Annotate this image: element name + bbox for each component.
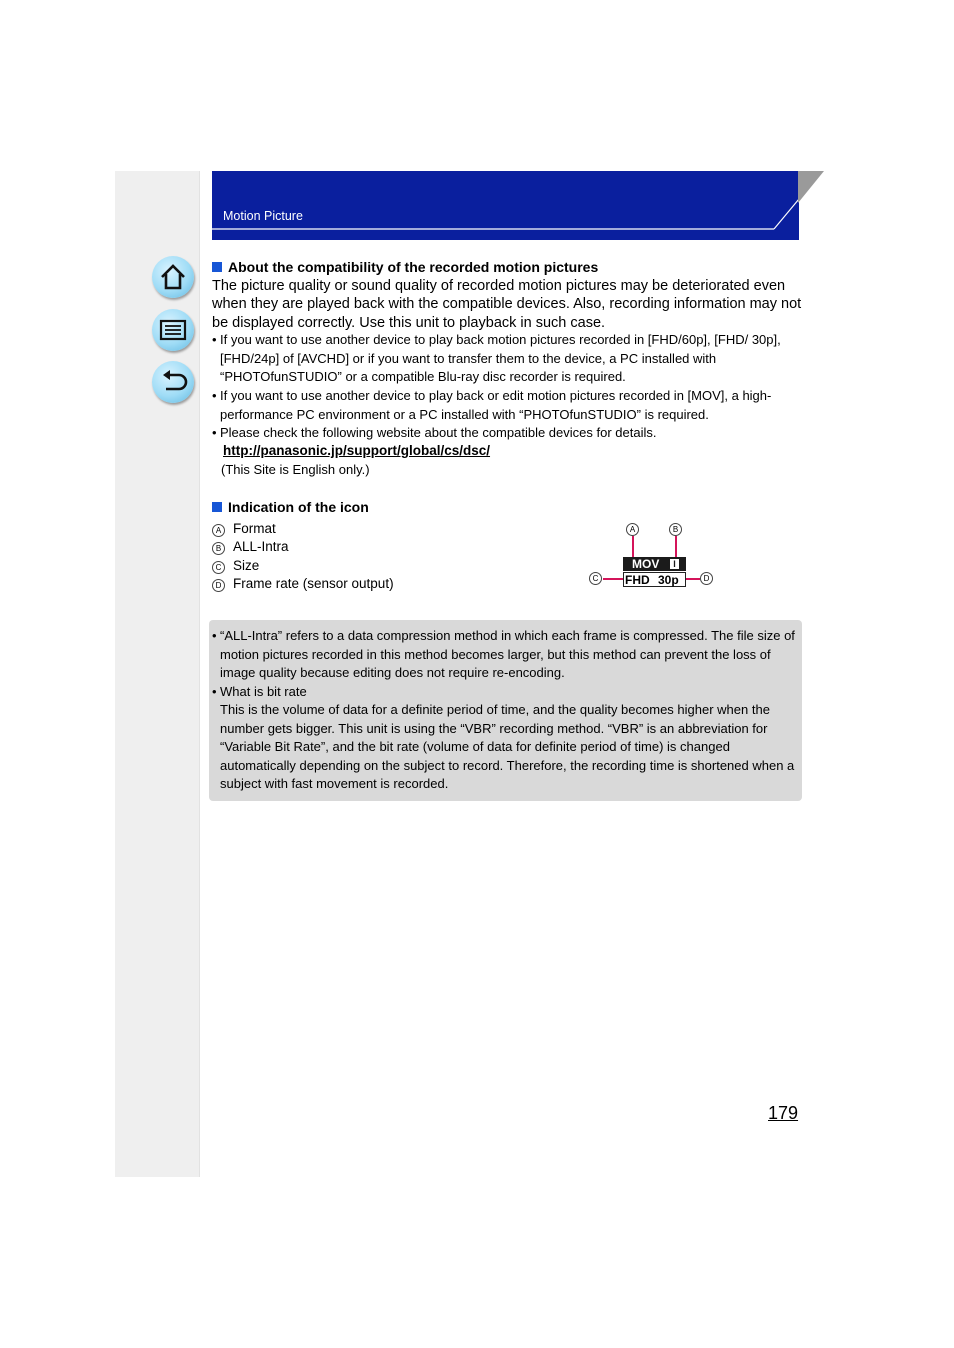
marker-c: C	[212, 561, 225, 574]
callout-d: D	[700, 572, 713, 585]
frame-rate-text: 30p	[658, 573, 679, 587]
compatibility-bullet: • Please check the following website about the compatible devices for details.	[212, 425, 657, 440]
list-icon	[158, 315, 188, 345]
section-header-band	[212, 171, 799, 240]
recording-icon-figure	[585, 520, 715, 595]
icon-indication-heading: Indication of the icon	[212, 499, 369, 515]
format-badge: MOV I	[623, 557, 686, 571]
home-button[interactable]	[152, 256, 194, 298]
legend-item-format: A Format	[212, 521, 276, 537]
compatibility-bullet: • If you want to use another device to play back motion pictures recorded in [FHD/60p], [FHD/ 30p], [FHD/24p] of [AVCHD] or if you want to transfer them to the device, a PC installed with “PHOTOfunSTUDIO” or a compatible Blu-ray disc recorder is required.	[212, 332, 781, 385]
bit-rate-body: This is the volume of data for a definite period of time, and the quality becomes higher when the number gets bigger. This unit is using the “VBR” recording method. “VBR” is an abbreviation for “Variable Bit Rate”, and the bit rate (volume of data for definite period of time) is changed automatically depending on the subject to record. Therefore, the recording time is shortened when a subject with fast movement is recorded.	[220, 702, 795, 792]
site-language-note: (This Site is English only.)	[221, 462, 370, 477]
back-icon	[158, 367, 188, 397]
compatibility-bullet: • If you want to use another device to play back or edit motion pictures recorded in [MOV], a high-performance PC environment or a PC installed with “PHOTOfunSTUDIO” is required.	[212, 388, 772, 422]
square-bullet-icon	[212, 502, 222, 512]
callout-line-c	[603, 578, 623, 580]
legend-item-frame-rate: D Frame rate (sensor output)	[212, 576, 394, 592]
header-decoration	[212, 171, 799, 240]
compatibility-heading: About the compatibility of the recorded motion pictures	[212, 259, 598, 275]
callout-c: C	[589, 572, 602, 585]
info-box	[209, 620, 802, 801]
page-number: 179	[768, 1103, 799, 1123]
home-icon	[158, 262, 188, 292]
bit-rate-title: • What is bit rate	[212, 684, 307, 699]
callout-line-d	[686, 578, 700, 580]
size-text: FHD	[625, 573, 650, 587]
all-intra-note: • “ALL-Intra” refers to a data compression method in which each frame is compressed. The file size of motion pictures recorded in this method becomes larger, but this method can prevent the loss of image quality because editing does not require re-encoding.	[212, 628, 795, 681]
contents-button[interactable]	[152, 309, 194, 351]
legend-item-size: C Size	[212, 558, 259, 574]
callout-line-b	[675, 536, 677, 557]
marker-a: A	[212, 524, 225, 537]
page-corner-fold	[798, 171, 824, 203]
marker-d: D	[212, 579, 225, 592]
size-framerate-badge	[623, 572, 686, 587]
all-intra-badge: I	[670, 559, 679, 569]
marker-b: B	[212, 542, 225, 555]
callout-a: A	[626, 523, 639, 536]
legend-item-all-intra: B ALL-Intra	[212, 539, 289, 555]
callout-b: B	[669, 523, 682, 536]
square-bullet-icon	[212, 262, 222, 272]
section-title: Motion Picture	[223, 209, 303, 223]
compatibility-intro: The picture quality or sound quality of recorded motion pictures may be deteriorated even when they are played back with the compatible devices. Also, recording information may not be displayed correctly. Use this unit to playback in such case.	[212, 278, 802, 331]
support-website-link[interactable]: http://panasonic.jp/support/global/cs/dsc/	[223, 443, 491, 458]
callout-line-a	[632, 536, 634, 557]
back-button[interactable]	[152, 361, 194, 403]
